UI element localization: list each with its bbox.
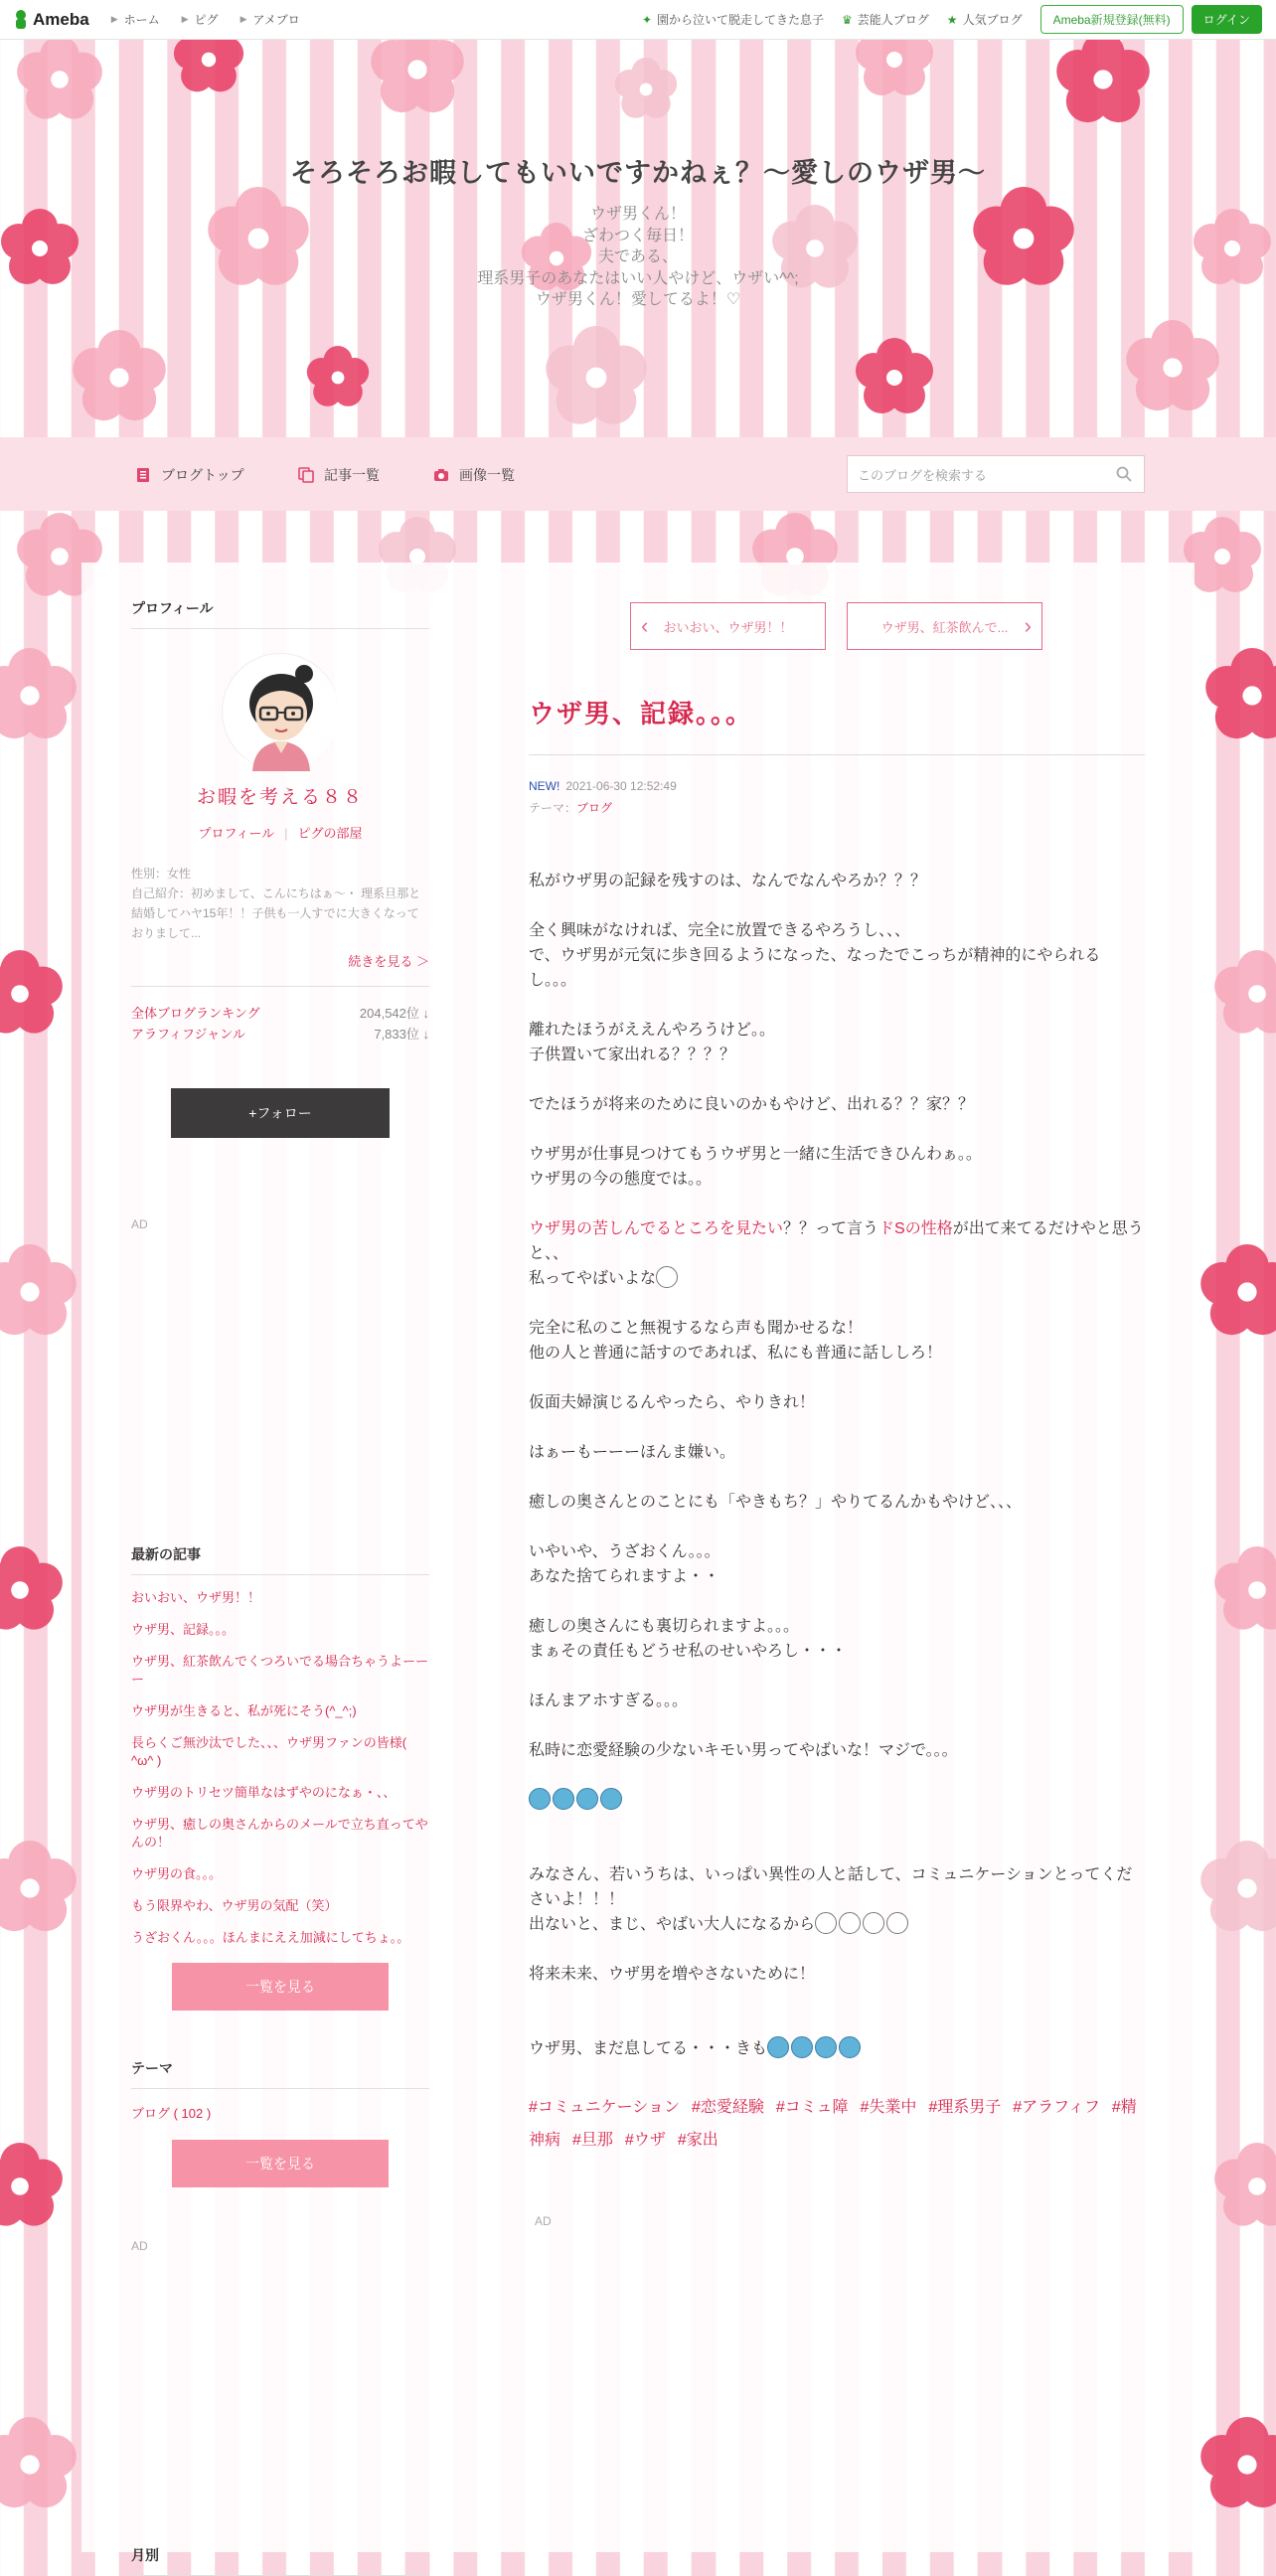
hashtag[interactable]: #ウザ bbox=[624, 2132, 666, 2149]
profile-links bbox=[131, 823, 429, 842]
paragraph-line: 完全に私のこと無視するなら声も聞かせるな！ bbox=[529, 1320, 864, 1337]
blossom-center bbox=[20, 2455, 39, 2474]
ranking-list bbox=[131, 986, 429, 1045]
blossom-center bbox=[1214, 549, 1230, 564]
latest-articles bbox=[131, 1544, 429, 2576]
hashtag[interactable]: #失業中 bbox=[860, 2099, 917, 2116]
hashtag[interactable]: #家出 bbox=[677, 2132, 718, 2149]
blossom-center bbox=[1237, 1878, 1256, 1897]
theme-prefix: テーマ： bbox=[529, 801, 577, 815]
ad-label: AD bbox=[535, 2214, 552, 2228]
paragraph-line: まぁその責任もどうせ私のせいやろし・・・ bbox=[529, 1643, 848, 1660]
profile-name[interactable]: お暇を考える８８ bbox=[196, 787, 364, 808]
blog-description-line: ウザ男くん！ bbox=[589, 206, 686, 223]
blossom-decoration bbox=[0, 2143, 63, 2226]
top-link-featured-post-label: 園から泣いて脱走してきた息子 bbox=[657, 13, 825, 27]
emoji-row bbox=[529, 1788, 1145, 1813]
paragraph-line: 子供置いて家出れる？？？？ bbox=[529, 1046, 736, 1063]
paragraph bbox=[529, 1862, 1145, 1937]
blog-description-line: 夫である、 bbox=[597, 248, 678, 265]
ranking-row[interactable] bbox=[131, 1003, 429, 1024]
chevron-left-icon: ‹ bbox=[641, 613, 649, 638]
new-badge: NEW! bbox=[529, 779, 560, 793]
latest-list bbox=[131, 1589, 429, 1947]
article bbox=[529, 602, 1145, 2228]
blog-description-line: 理系男子のあなたはいい人やけど、ウザい^^; bbox=[477, 269, 799, 287]
paragraph-line: ウザ男の今の態度では。。 bbox=[529, 1171, 713, 1188]
nav-blog-top[interactable] bbox=[135, 465, 244, 485]
paragraph: でたほうが将来のために良いのかもやけど、出れる？？家？？ bbox=[529, 1096, 975, 1113]
blossom-center bbox=[11, 2177, 29, 2195]
paragraph: 私時に恋愛経験の少ないキモい男ってやばいな！マジで。。。 bbox=[529, 1742, 958, 1759]
crying-face-icon bbox=[553, 1788, 574, 1810]
blog-description bbox=[0, 204, 1276, 311]
blog-search-placeholder: このブログを検索する bbox=[858, 467, 988, 483]
prev-article-label: おいおい、ウザ男！！ bbox=[663, 619, 793, 635]
blossom-decoration bbox=[1205, 648, 1276, 738]
profile-gender: 性別：女性 bbox=[131, 867, 192, 881]
blossom-decoration bbox=[0, 950, 63, 1034]
paragraph-line: 他の人と普通に話すのであれば、私にも普通に話ししろ！ bbox=[529, 1345, 943, 1362]
blossom-center bbox=[1248, 985, 1266, 1003]
hashtag-list bbox=[529, 2091, 1145, 2157]
list-item[interactable]: もう限界やわ、ウザ男の気配（笑） bbox=[131, 1898, 338, 1913]
blossom-center bbox=[1248, 1581, 1266, 1599]
blossom-center bbox=[51, 548, 69, 565]
ameba-logo[interactable] bbox=[12, 9, 89, 31]
paragraph bbox=[529, 1539, 1145, 1589]
follow-button[interactable]: +フォロー bbox=[171, 1088, 390, 1138]
hashtag[interactable]: #コミュニケーション bbox=[529, 2099, 680, 2116]
triangle-icon: ▶ bbox=[181, 14, 189, 24]
avatar-illustration bbox=[223, 654, 340, 771]
login-button[interactable]: ログイン bbox=[1192, 5, 1262, 34]
theme-item[interactable]: ブログ ( 102 ) bbox=[131, 2106, 212, 2121]
ranking-row[interactable] bbox=[131, 1024, 429, 1045]
blog-nav-bar bbox=[0, 437, 1276, 511]
hashtag[interactable]: #理系男子 bbox=[928, 2099, 1002, 2116]
profile-link[interactable]: プロフィール bbox=[198, 826, 275, 841]
paragraph-line: ？？って言う bbox=[783, 1220, 879, 1237]
blossom-center bbox=[11, 985, 29, 1003]
blog-description-line: ウザ男くん！愛してるよ！♡ bbox=[535, 291, 741, 308]
divider: | bbox=[284, 826, 288, 841]
list-item[interactable]: ウザ男の食。。。 bbox=[131, 1866, 223, 1881]
ranking-value: 7,833位 ↓ bbox=[374, 1027, 429, 1042]
chevron-right-icon: › bbox=[1024, 613, 1032, 638]
top-link-celebrity-blog[interactable] bbox=[842, 11, 929, 28]
paragraph-line: が出て来てるだけやと思うと、、 bbox=[529, 1220, 1144, 1262]
top-link-popular-blog-label: 人気ブログ bbox=[962, 13, 1023, 27]
article-theme-link[interactable]: ブログ bbox=[576, 801, 613, 815]
blossom-decoration bbox=[1214, 950, 1276, 1034]
star-icon: ★ bbox=[946, 12, 958, 27]
nav-blog-top-label: ブログトップ bbox=[161, 467, 244, 483]
list-item[interactable]: ウザ男のトリセツ簡単なはずやのになぁ・、、 bbox=[131, 1785, 397, 1800]
screaming-face-icon bbox=[886, 1912, 908, 1934]
nav-article-list[interactable] bbox=[298, 465, 380, 485]
paragraph-line: ウザ男、まだ息してる・・・きも bbox=[529, 2040, 768, 2057]
theme-see-all-button[interactable]: 一覧を見る bbox=[172, 2140, 389, 2187]
blossom-center bbox=[1237, 1282, 1256, 1301]
nav-image-list[interactable] bbox=[433, 465, 515, 485]
blossom-center bbox=[1237, 2455, 1256, 2474]
hashtag[interactable]: #アラフィフ bbox=[1013, 2099, 1100, 2116]
crying-face-icon bbox=[600, 1788, 622, 1810]
avatar[interactable] bbox=[222, 653, 339, 770]
paragraph-line: いやいや、うざおくん。。。 bbox=[529, 1543, 720, 1560]
top-link-celebrity-blog-label: 芸能人ブログ bbox=[857, 13, 929, 27]
top-nav-pigg-label: ピグ bbox=[194, 13, 219, 27]
hashtag[interactable]: #精神病 bbox=[529, 2099, 1137, 2149]
hashtag[interactable]: #旦那 bbox=[572, 2132, 613, 2149]
crying-face-icon bbox=[529, 1788, 551, 1810]
blog-search-input[interactable] bbox=[847, 455, 1145, 493]
top-link-popular-blog[interactable] bbox=[947, 11, 1023, 28]
surprised-face-icon bbox=[656, 1266, 678, 1288]
ameba-top-bar bbox=[0, 0, 1276, 40]
ad-label: AD bbox=[131, 2239, 148, 2253]
crying-face-icon bbox=[839, 2036, 861, 2058]
paragraph-line: 癒しの奥さんにも裏切られますよ。。。 bbox=[529, 1618, 800, 1635]
profile-heading: プロフィール bbox=[131, 598, 429, 629]
paragraph bbox=[529, 2036, 1145, 2061]
top-nav-ameblo[interactable] bbox=[240, 11, 300, 28]
blossom-center bbox=[20, 1282, 39, 1301]
article-body bbox=[529, 869, 1145, 2061]
paragraph-line: ウザ男が仕事見つけてもうウザ男と一緒に生活できひんわぁ。。 bbox=[529, 1146, 982, 1163]
profile-intro: 自己紹介：初めまして、こんにちはぁ〜・ 理系旦那と結婚してハヤ15年！！子供も一人すでに大きくなっておりまして... bbox=[131, 886, 421, 940]
article-title[interactable]: ウザ男、記録。。。 bbox=[529, 694, 1145, 755]
paragraph bbox=[529, 1316, 1145, 1366]
top-nav-pigg[interactable] bbox=[182, 11, 219, 28]
content-panel bbox=[81, 563, 1195, 2563]
hashtag[interactable]: #コミュ障 bbox=[775, 2099, 849, 2116]
paragraph: はぁーもーーーほんま嫌い。 bbox=[529, 1444, 736, 1461]
register-button[interactable]: Ameba新規登録(無料) bbox=[1040, 5, 1184, 34]
triangle-icon: ▶ bbox=[110, 14, 118, 24]
paragraph-line: あなた捨てられますよ・・ bbox=[529, 1568, 720, 1585]
copy-icon bbox=[298, 467, 314, 483]
sparkle-icon: ✦ bbox=[641, 12, 652, 27]
blossom-center bbox=[20, 686, 39, 705]
crown-icon: ♛ bbox=[842, 12, 853, 27]
paragraph bbox=[529, 1216, 1145, 1291]
highlighted-text: ウザ男の苦しんでるところを見たい bbox=[529, 1220, 784, 1237]
paragraph: ほんまアホすぎる。。。 bbox=[529, 1692, 689, 1709]
read-more-link[interactable]: 続きを見る ＞ bbox=[348, 954, 429, 969]
paragraph bbox=[529, 1018, 1145, 1067]
list-item[interactable]: ウザ男、記録。。。 bbox=[131, 1622, 236, 1637]
next-article-label: ウザ男、紅茶飲んで... bbox=[880, 619, 1009, 635]
article-pager bbox=[529, 602, 1145, 652]
next-article-button[interactable] bbox=[847, 602, 1042, 650]
ad-label: AD bbox=[131, 1217, 148, 1231]
ranking-label: 全体ブログランキング bbox=[131, 1006, 260, 1021]
paragraph-line: みなさん、若いうちは、いっぱい異性の人と話して、コミュニケーションとってくださいよ！！！ bbox=[529, 1866, 1133, 1908]
camera-icon bbox=[433, 467, 449, 483]
blossom-decoration bbox=[1214, 2143, 1276, 2226]
sidebar bbox=[131, 598, 429, 2563]
article-date: 2021-06-30 12:52:49 bbox=[565, 779, 677, 793]
blossom-center bbox=[11, 1581, 29, 1599]
latest-heading: 最新の記事 bbox=[131, 1544, 429, 1575]
blossom-center bbox=[1242, 686, 1261, 705]
list-item[interactable]: おいおい、ウザ男！！ bbox=[131, 1590, 261, 1605]
paragraph bbox=[529, 918, 1145, 993]
top-nav-home-label: ホーム bbox=[123, 13, 160, 27]
paragraph-line: 私ってやばいよな bbox=[529, 1270, 657, 1287]
crying-face-icon bbox=[576, 1788, 598, 1810]
profile-meta bbox=[131, 864, 429, 943]
search-icon[interactable] bbox=[1116, 466, 1132, 482]
nav-article-list-label: 記事一覧 bbox=[324, 467, 380, 483]
latest-see-all-button[interactable]: 一覧を見る bbox=[172, 1963, 389, 2011]
ranking-label: アラフィフジャンル bbox=[131, 1027, 245, 1042]
blossom-center bbox=[20, 1878, 39, 1897]
paragraph: 仮面夫婦演じるんやったら、やりきれ！ bbox=[529, 1394, 816, 1411]
triangle-icon: ▶ bbox=[239, 14, 247, 24]
nav-image-list-label: 画像一覧 bbox=[459, 467, 515, 483]
monthly-heading: 月別 bbox=[131, 2545, 429, 2576]
theme-heading: テーマ bbox=[131, 2058, 429, 2089]
list-item[interactable]: 長らくご無沙汰でした、、、ウザ男ファンの皆様( ^ω^ ) bbox=[131, 1735, 407, 1768]
paragraph bbox=[529, 1614, 1145, 1664]
list-item[interactable]: ウザ男、紅茶飲んでくつろいでる場合ちゃうよーーー bbox=[131, 1654, 429, 1687]
blossom-center bbox=[1248, 2177, 1266, 2195]
crying-face-icon bbox=[767, 2036, 789, 2058]
blog-description-line: ざわつく毎日！ bbox=[581, 227, 694, 244]
list-item[interactable]: うざおくん。。。ほんまにええ加減にしてちょ。。 bbox=[131, 1930, 410, 1945]
hashtag[interactable]: #恋愛経験 bbox=[691, 2099, 764, 2116]
paragraph bbox=[529, 1142, 1145, 1192]
blog-title[interactable]: そろそろお暇してもいいですかねぇ？〜愛しのウザ男〜 bbox=[290, 158, 986, 188]
list-item[interactable]: ウザ男、癒しの奥さんからのメールで立ち直ってやんの！ bbox=[131, 1817, 428, 1850]
crying-face-icon bbox=[815, 2036, 837, 2058]
list-item[interactable]: ウザ男が生きると、私が死にそう(^_^;) bbox=[131, 1703, 357, 1718]
screaming-face-icon bbox=[815, 1912, 837, 1934]
pigg-room-link[interactable]: ピグの部屋 bbox=[297, 826, 363, 841]
ameba-logo-icon bbox=[12, 9, 30, 31]
paragraph-line: 離れたほうがええんやろうけど。。 bbox=[529, 1022, 776, 1039]
prev-article-button[interactable] bbox=[630, 602, 826, 650]
paragraph: 癒しの奥さんとのことにも「やきもち？」やりてるんかもやけど、、、 bbox=[529, 1494, 1023, 1511]
highlighted-text: ドSの性格 bbox=[878, 1220, 953, 1237]
ranking-value: 204,542位 ↓ bbox=[359, 1006, 429, 1021]
article-meta bbox=[529, 775, 1145, 819]
top-nav-ameblo-label: アメブロ bbox=[252, 13, 300, 27]
ameba-logo-text: Ameba bbox=[33, 9, 89, 29]
paragraph-line: 出ないと、まじ、やばい大人になるから bbox=[529, 1916, 816, 1933]
blossom-decoration bbox=[0, 1546, 63, 1630]
paragraph-line: 全く興味がなければ、完全に放置できるやろうし、、、 bbox=[529, 922, 911, 939]
screaming-face-icon bbox=[839, 1912, 861, 1934]
blossom-decoration bbox=[1214, 1546, 1276, 1630]
paragraph: 私がウザ男の記録を残すのは、なんでなんやろか？？？ bbox=[529, 873, 927, 889]
crying-face-icon bbox=[791, 2036, 813, 2058]
top-nav-home[interactable] bbox=[111, 11, 160, 28]
paragraph-line: で、ウザ男が元気に歩き回るようになった、なったでこっちが精神的にやられるし。。。 bbox=[529, 947, 1101, 989]
blog-header bbox=[0, 40, 1276, 437]
top-link-featured-post[interactable] bbox=[642, 11, 824, 28]
screaming-face-icon bbox=[863, 1912, 884, 1934]
document-icon bbox=[135, 467, 151, 483]
paragraph: 将来未来、ウザ男を増やさないために！ bbox=[529, 1966, 816, 1983]
